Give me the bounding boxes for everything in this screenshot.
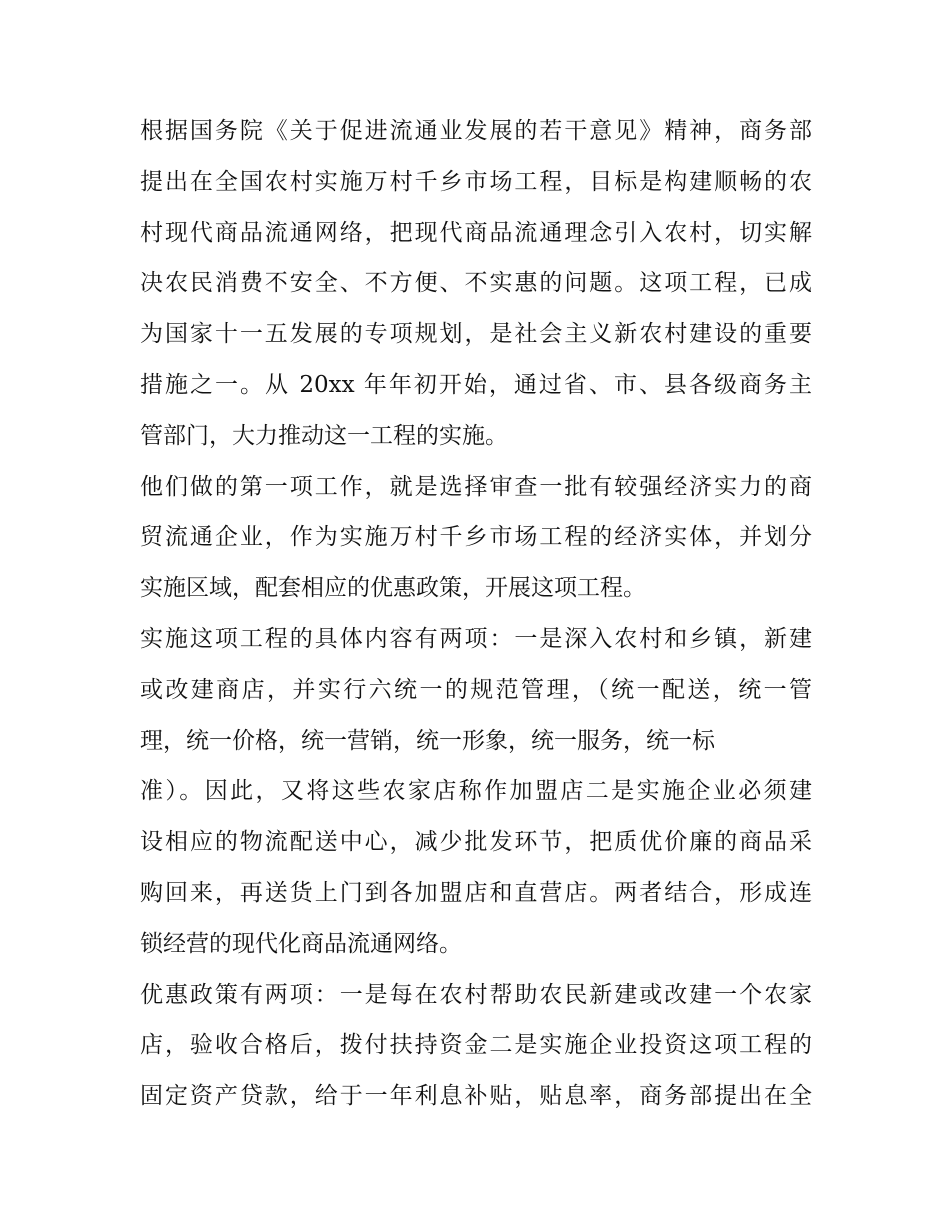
text-line: 提出在全国农村实施万村千乡市场工程，目标是构建顺畅的农 (140, 168, 812, 195)
text-line: 实施区域，配套相应的优惠政策，开展这项工程。 (140, 575, 646, 602)
text-line: 他们做的第一项工作，就是选择审查一批有较强经济实力的商 (140, 473, 812, 500)
text-line: 村现代商品流通网络，把现代商品流通理念引入农村，切实解 (140, 219, 812, 246)
text-line: 根据国务院《关于促进流通业发展的若干意见》精神，商务部 (140, 118, 812, 144)
text-line: 设相应的物流配送中心，减少批发环节，把质优价廉的商品采 (140, 829, 812, 856)
paragraph-2 (140, 462, 812, 614)
text-line: 准）。因此，又将这些农家店称作加盟店二是实施企业必须建 (140, 778, 812, 805)
text-line: 为国家十一五发展的专项规划，是社会主义新农村建设的重要 (140, 321, 812, 348)
text-line: 店，验收合格后，拨付扶持资金二是实施企业投资这项工程的 (140, 1032, 812, 1059)
paragraph-3 (140, 614, 812, 970)
document-body (140, 106, 812, 1122)
text-line: 或改建商店，并实行六统一的规范管理，（统一配送，统一管 (140, 676, 812, 703)
text-line: 贸流通企业，作为实施万村千乡市场工程的经济实体，并划分 (140, 524, 812, 551)
paragraph-1 (140, 106, 812, 462)
text-line: 管部门，大力推动这一工程的实施。 (140, 422, 508, 449)
text-line: 决农民消费不安全、不方便、不实惠的问题。这项工程，已成 (140, 270, 812, 297)
paragraph-4 (140, 970, 812, 1122)
text-line: 购回来，再送货上门到各加盟店和直营店。两者结合，形成连 (140, 879, 812, 906)
text-line: 理，统一价格，统一营销，统一形象，统一服务，统一标 (140, 727, 715, 754)
text-line: 优惠政策有两项：一是每在农村帮助农民新建或改建一个农家 (140, 981, 812, 1008)
text-line: 措施之一。从 20xx 年年初开始，通过省、市、县各级商务主 (140, 371, 812, 398)
text-line: 锁经营的现代化商品流通网络。 (140, 930, 462, 957)
text-line: 固定资产贷款，给于一年利息补贴，贴息率，商务部提出在全 (140, 1083, 812, 1110)
text-line: 实施这项工程的具体内容有两项：一是深入农村和乡镇，新建 (140, 625, 812, 652)
